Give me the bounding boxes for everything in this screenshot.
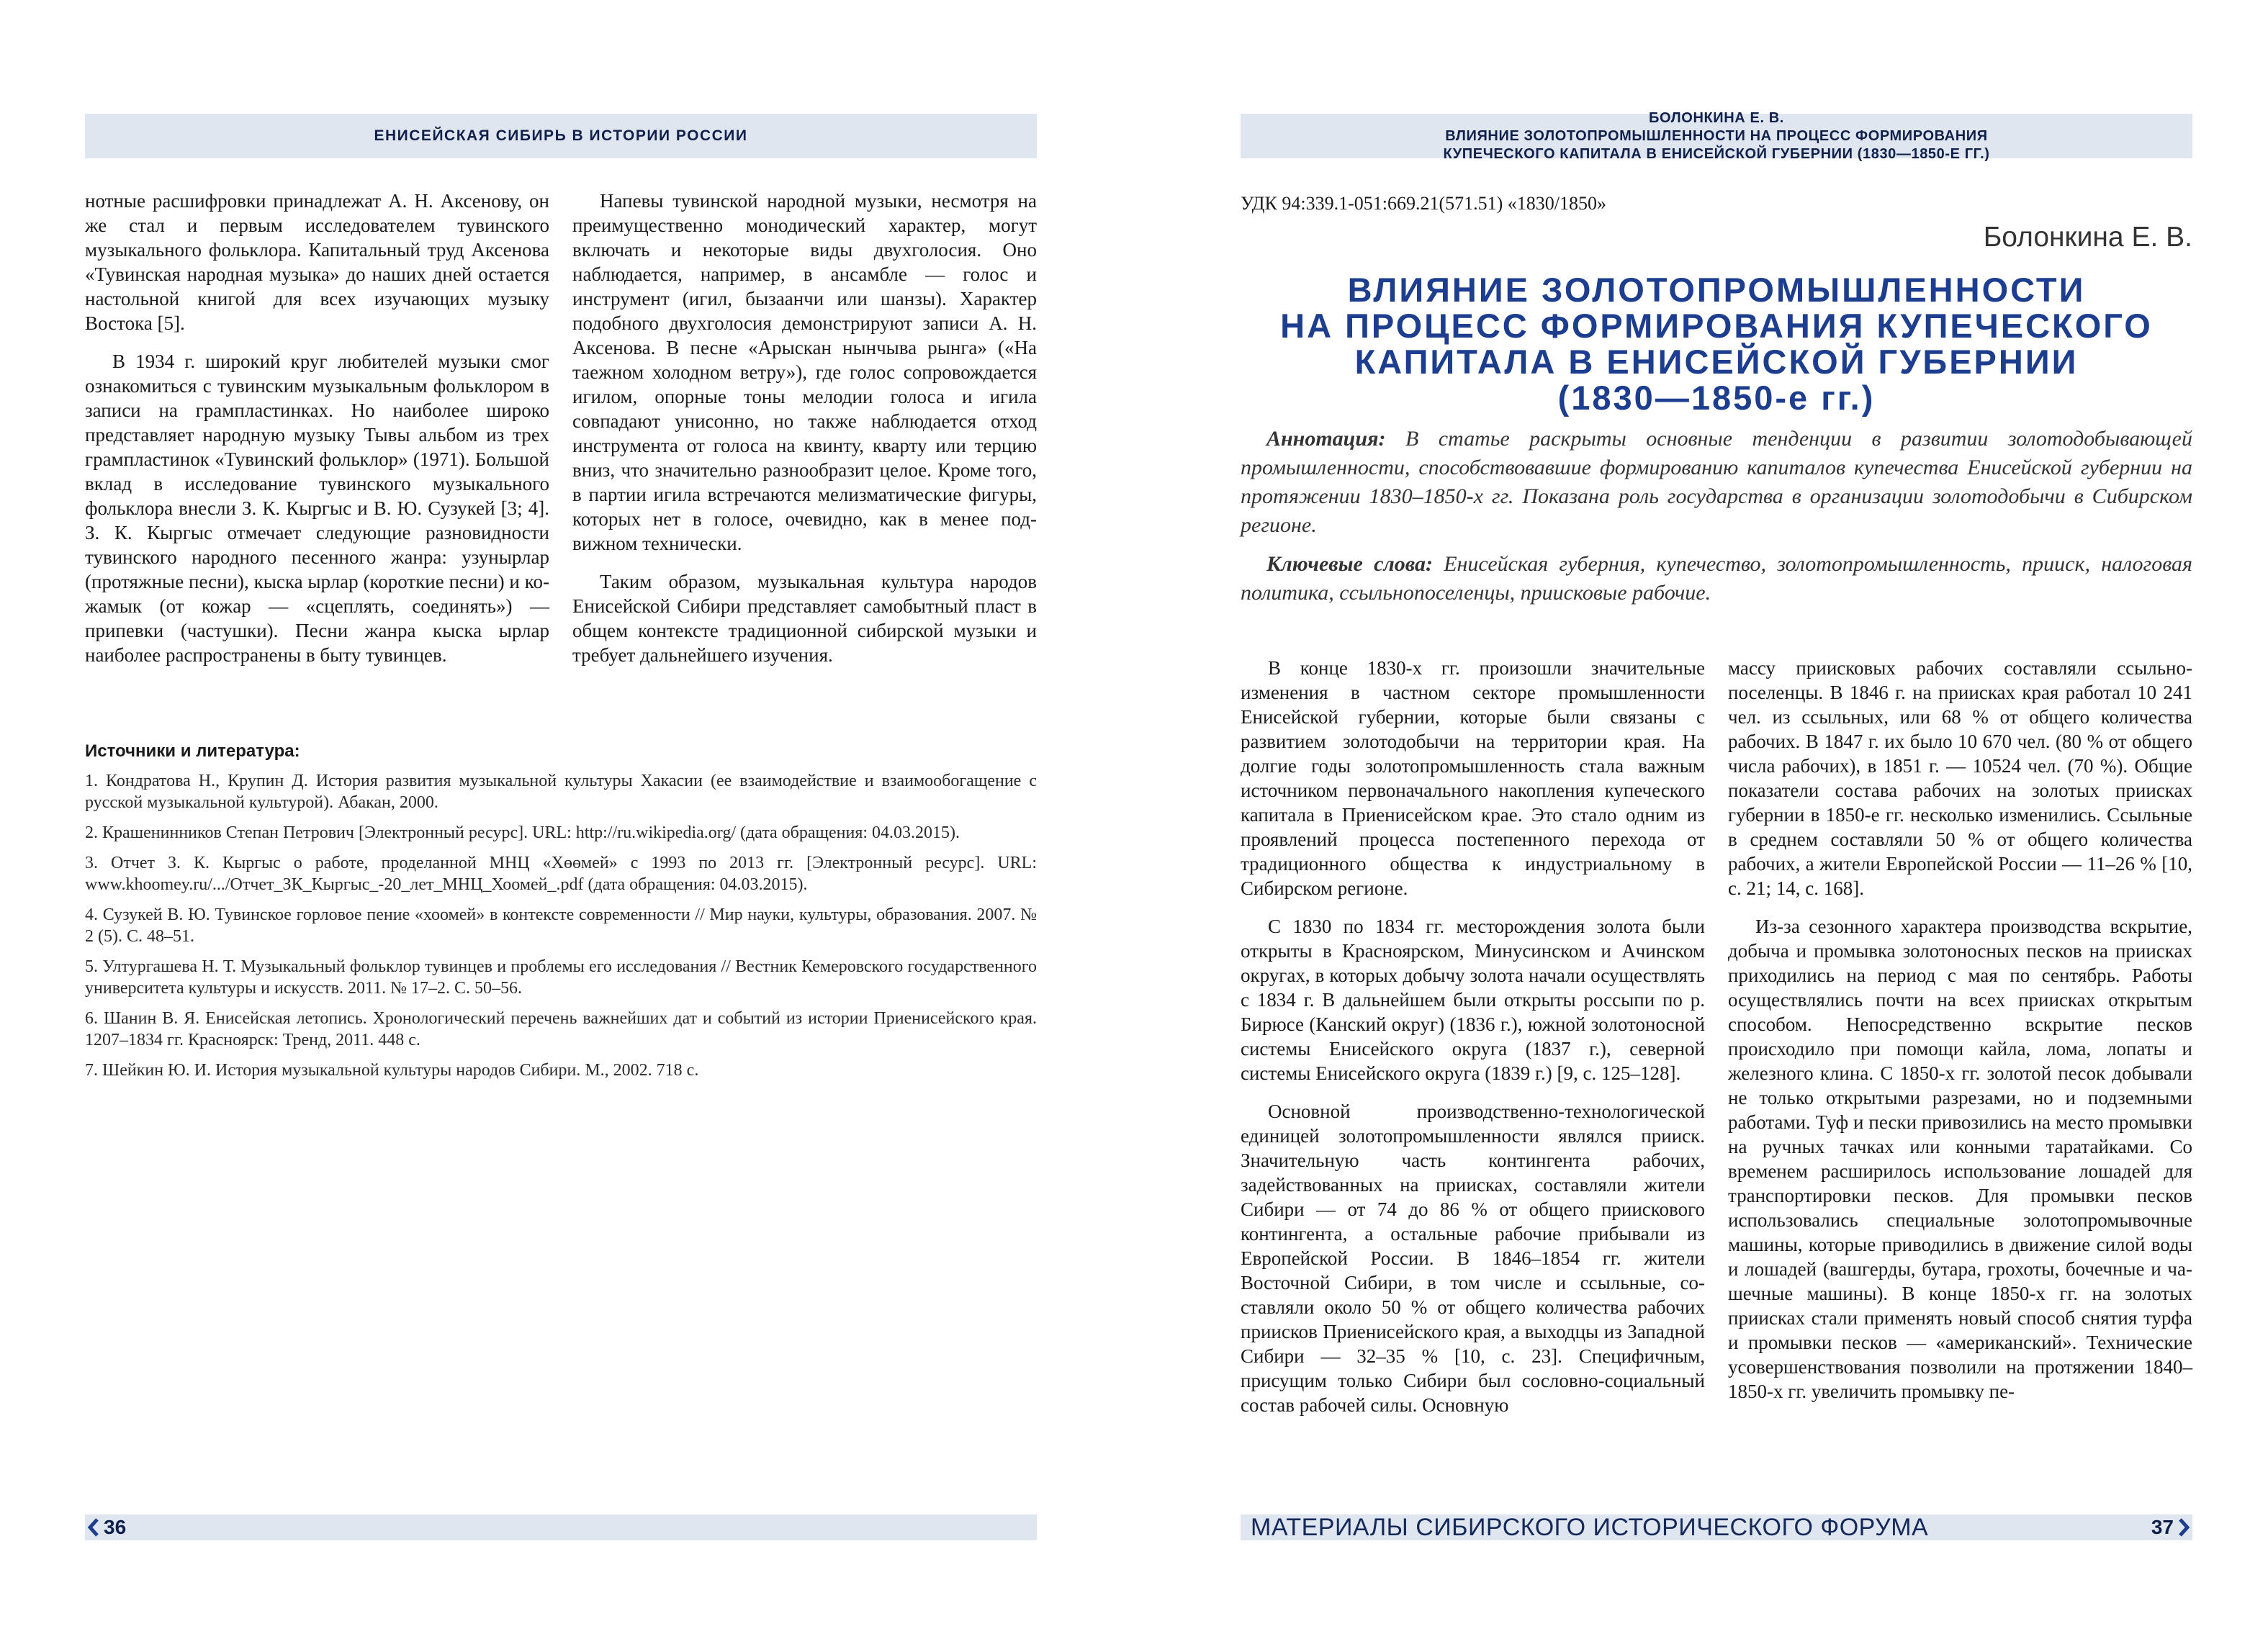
journal-title: МАТЕРИАЛЫ СИБИРСКОГО ИСТОРИЧЕСКОГО ФОРУМА xyxy=(1251,1513,1929,1541)
paragraph: С 1830 по 1834 гг. месторождения золота были открыты в Красноярском, Минусинском и Ачинском округах, в которых добычу золота начали осуществлять с 1834 г. В дальнейшем были открыты россыпи по р. Бирюсе (Канский округ) (1836 г.), южной золотоносной системы Енисейского округа (1837 г.), северной системы Енисейского округа (1839 г.) [9, с. 125–128]. xyxy=(1241,916,1705,1084)
text-column-1 xyxy=(85,189,549,667)
page-footer xyxy=(85,1514,1037,1540)
paragraph: Из-за сезонного характера производства вскрытие, добыча и промывка золотоносных песков на приисках приходились на период с мая по сентябрь. Работы осуществлялись почти на всех приисках открытым способом. Непосредственно вскрытие песков происходило при помощи кайла, лома, лопаты и железного клина. С 1850-х гг. золотой песок добывали не только открытыми разрезами, но и подземными работами. Туф и пески привозились на место промывки на ручных тачках или конными таратайками. Со временем расширилось использование лошадей для транспортировки песков. Для промывки песков использовались специальные золотопромывочные машины, которые приводились в движение силой воды и лошадей (вашгерды, бутара, грохоты, бочечные и чашечные машины). В конце 1850-х гг. на золотых приисках стали применять новый способ снятия турфа и промывки песков — «американский». Технические усовершенствования позволили на протяжении 1840–1850-х гг. увеличить промывку пе- xyxy=(1728,916,2192,1402)
abstract-text: В статье раскрыты основные тенденции в развитии золотодобывающей промышленности, способствовавшие формированию капиталов купечества Енисейской губернии на протяжении 1830–1850-х гг. Показана роль государства в организации золотодобычи в Сибирском регионе. xyxy=(1241,427,2192,537)
paragraph: Напевы тувинской народной музыки, несмотря на преимущественно монодический характер, могут включать и некоторые виды двухголосия. Оно наблюдается, например, в ансамбле — голос и инструмент (игил, бызаанчи или шанзы). Характер подобного двухголосия демонстрируют записи А. Н. Аксенова. В песне «Арыскан нынчыва рынга» («На таежном холодном ветру»), где голос сопровождается игилом, опорные тоны мелодии голоса и игила совпадают унисонно, но также наблюдается отход инструмента от голоса на квинту, кварту или терцию вниз, что значительно разнообразит целое. Кроме того, в партии игила встречаются мелизматические фигуры, которых нет в голосе, очевидно, как в менее подвижном технически. xyxy=(572,190,1037,554)
source-item: 5. Ултургашева Н. Т. Музыкальный фольклор тувинцев и проблемы его исследования // Вестник Кемеровского государственного университета культуры и искусств. 2011. № 17–2. С. 50–56. xyxy=(85,957,1037,998)
abstract-label: Аннотация: xyxy=(1266,427,1386,451)
title-line: КАПИТАЛА В ЕНИСЕЙСКОЙ ГУБЕРНИИ xyxy=(1354,343,2079,381)
running-header xyxy=(1241,109,2192,162)
text-column-2 xyxy=(572,189,1037,667)
paragraph: В 1934 г. широкий круг любителей музыки смог ознакомиться с тувинским музыкальным фольклором в записи на грампластинках. Но наиболее широко представляет народную музыку Тывы альбом из трех грампластинок «Тувинский фольклор» (1971). Большой вклад в исследование тувинского музыкального фольклора внесли З. К. Кыргыс и В. Ю. Сузукей [3; 4]. З. К. Кыргыс отмечает следующие разновидности тувинского народного песенного жанра: узунырлар (протяжные песни), кыска ырлар (короткие песни) и кожамык (от кожар — «сцеплять, соединять») — припевки (частушки). Песни жанра кыска ырлар наиболее распространены в быту тувинцев. xyxy=(85,351,549,666)
title-line: ВЛИЯНИЕ ЗОЛОТОПРОМЫШЛЕННОСТИ xyxy=(1347,271,2086,309)
keywords-label: Ключевые слова: xyxy=(1266,552,1433,576)
chevron-left-icon xyxy=(88,1518,99,1537)
paragraph: Таким образом, музыкальная культура народов Енисейской Сибири представляет самобытный пласт в общем контексте традиционной сибирской музыки и требует дальнейшего изучения. xyxy=(572,571,1037,666)
paragraph: В конце 1830-х гг. произошли значительные изменения в частном секторе промышленности Енисейской губернии, которые были связаны с развитием золотодобычи на территории края. На долгие годы золотопромышленность стала важным источником первоначального накопления купеческого капитала в Приенисейском крае. Это стало одним из проявлений процесса постепенного перехода от традиционного общества к индустриальному в Сибирском регионе. xyxy=(1241,657,1705,899)
paragraph: нотные расшифровки принадлежат А. Н. Аксенову, он же стал и первым исследователем тувинского музыкального фольклора. Капитальный труд Аксенова «Тувинская народная музыка» до наших дней остается настольной книгой для всех изучающих музыку Востока [5]. xyxy=(85,190,549,334)
sources-list xyxy=(85,770,1037,1090)
title-line: НА ПРОЦЕСС ФОРМИРОВАНИЯ КУПЕЧЕСКОГО xyxy=(1280,307,2153,345)
page-footer xyxy=(1241,1514,2192,1540)
running-header-author: БОЛОНКИНА Е. В. xyxy=(1649,109,1784,126)
source-item: 3. Отчет З. К. Кыргыс о работе, проделанной МНЦ «Хөөмей» с 1993 по 2013 гг. [Электронный ресурс]. URL: www.khoomey.ru/.../Отчет_ЗК_Кыргыс_-20_лет_МНЦ_Хоомей_.pdf (дата обращения: 04.03.2015). xyxy=(85,854,1037,894)
running-header-line-2: КУПЕЧЕСКОГО КАПИТАЛА В ЕНИСЕЙСКОЙ ГУБЕРНИИ (1830—1850-Е ГГ.) xyxy=(1443,145,1990,162)
text-column-2 xyxy=(1728,656,2192,1404)
page-number-text: 37 xyxy=(2151,1516,2174,1538)
article-title xyxy=(1241,272,2192,416)
article-author: Болонкина Е. В. xyxy=(1983,222,2192,253)
page-number-text: 36 xyxy=(104,1516,127,1538)
source-item: 6. Шанин В. Я. Енисейская летопись. Хронологический перечень важнейших дат и событий из истории Приенисейского края. 1207–1834 гг. Красноярск: Тренд, 2011. 448 с. xyxy=(85,1009,1037,1049)
source-item: 2. Крашенинников Степан Петрович [Электронный ресурс]. URL: http://ru.wikipedia.org/ (дата обращения: 04.03.2015). xyxy=(85,823,960,842)
sources-heading: Источники и литература: xyxy=(85,741,300,761)
source-item: 1. Кондратова Н., Крупин Д. История развития музыкальной культуры Хакасии (ее взаимодействие и взаимообогащение с русской музыкальной культурой). Абакан, 2000. xyxy=(85,772,1037,812)
running-header-line-1: БОЛОНКИНА Е. В. ВЛИЯНИЕ ЗОЛОТОПРОМЫШЛЕННОСТИ НА ПРОЦЕСС ФОРМИРОВАНИЯ xyxy=(1443,109,1989,145)
abstract-block xyxy=(1241,425,2192,608)
paragraph: массу приисковых рабочих составляли ссыльнопоселенцы. В 1846 г. на приисках края работал 10 241 чел. из ссыльных, или 68 % от общего количества рабочих. В 1847 г. их было 10 670 чел. (80 % от общего числа рабочих), в 1851 г. — 10524 чел. (70 %). Общие показатели состава рабочих на золотых приисках губернии в 1850-е гг. несколько изменились. Ссыльные в среднем составляли 50 % от общего количества рабочих, а жители Европейской России — 11–26 % [10, с. 21; 14, с. 168]. xyxy=(1728,657,2192,899)
text-column-1 xyxy=(1241,656,1705,1417)
title-line: (1830—1850-е гг.) xyxy=(1557,379,1876,417)
abstract xyxy=(1241,425,2192,540)
udk-code: УДК 94:339.1-051:669.21(571.51) «1830/1850» xyxy=(1241,193,1607,214)
source-item: 4. Сузукей В. Ю. Тувинское горловое пение «хоомей» в контексте современности // Мир науки, культуры, образования. 2007. № 2 (5). С. 48–51. xyxy=(85,905,1037,946)
page-number-left[interactable] xyxy=(85,1516,126,1539)
paragraph: Основной производственно-технологической единицей золотопромышленности являлся прииск. Значительную часть контингента рабочих, задействованных на приисках, составляли жители Сибири — от 74 до 86 % от общего приискового контингента, а остальные рабочие прибывали из Европейской России. В 1846–1854 гг. жители Восточной Сибири, в том числе и ссыльные, составляли около 50 % от общего количества рабочих приисков Приенисейского края, а выходцы из Западной Сибири — 32–35 % [10, с. 23]. Специфичным, присущим только Сибири был сословно-социальный состав рабочей силы. Основную xyxy=(1241,1101,1705,1416)
source-item: 7. Шейкин Ю. И. История музыкальной культуры народов Сибири. М., 2002. 718 с. xyxy=(85,1061,699,1080)
page-number-right[interactable] xyxy=(2151,1516,2192,1539)
keywords-text: Енисейская губерния, купечество, золотопромышленность, прииск, налоговая политика, ссыльнопоселенцы, приисковые рабочие. xyxy=(1241,552,2192,605)
right-page xyxy=(1134,0,2268,1644)
running-header-text: ЕНИСЕЙСКАЯ СИБИРЬ В ИСТОРИИ РОССИИ xyxy=(374,127,748,144)
keywords xyxy=(1241,550,2192,608)
chevron-right-icon xyxy=(2178,1518,2190,1537)
running-header xyxy=(85,114,1037,158)
